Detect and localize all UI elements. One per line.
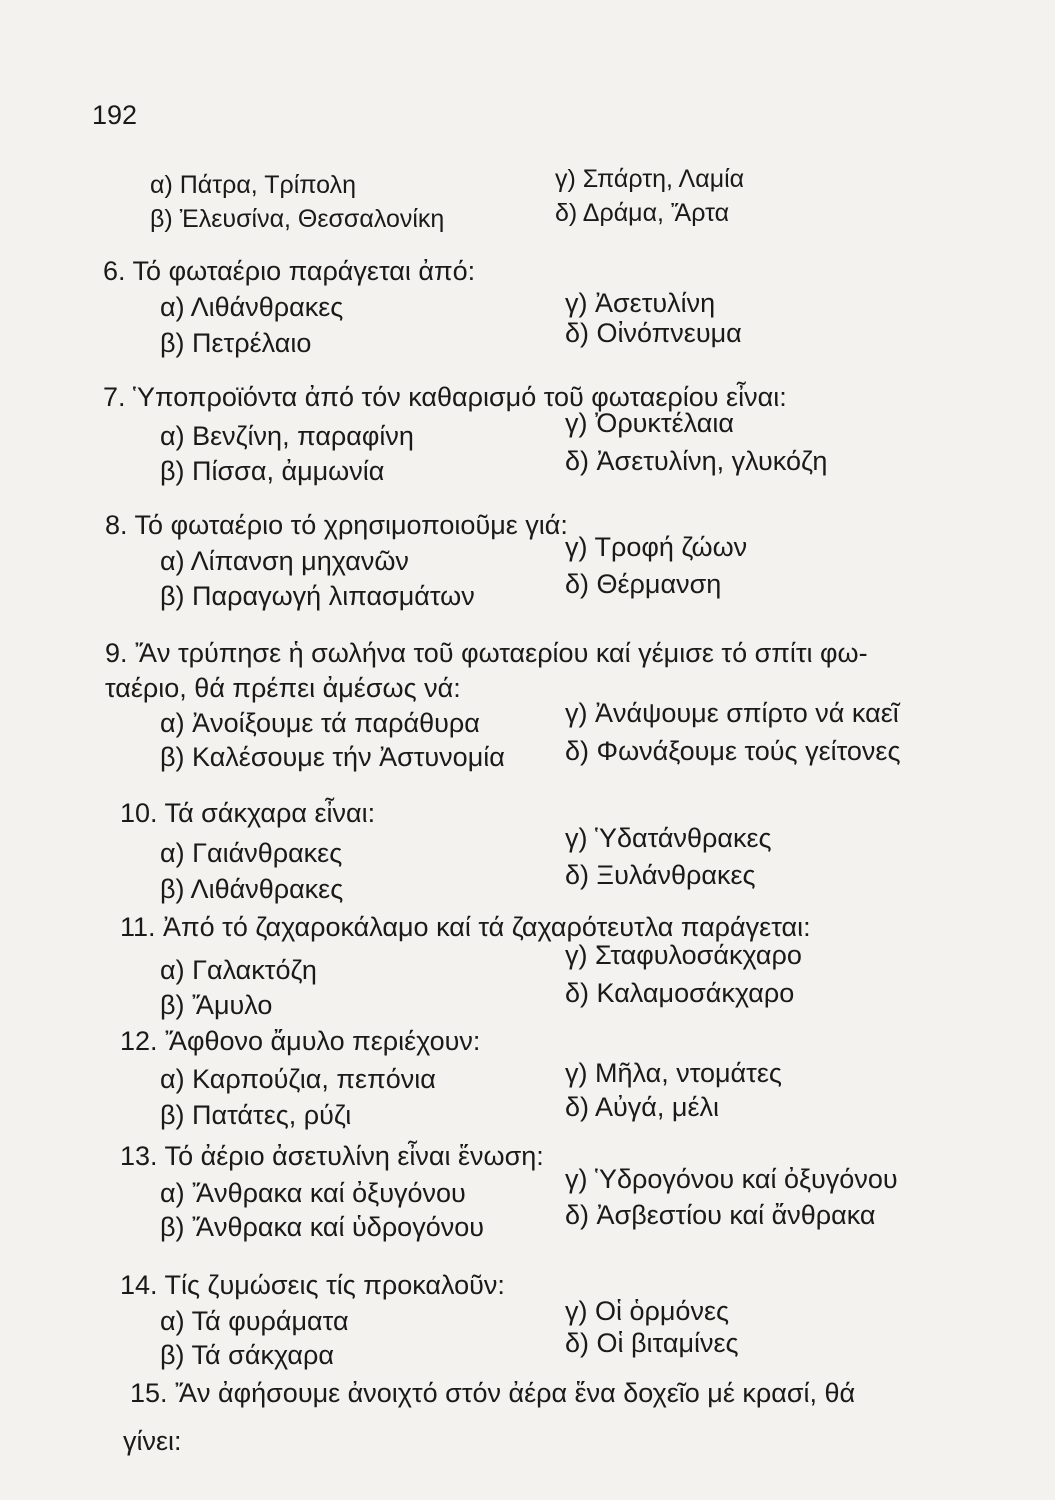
question-14-option-b: β) Τά σάκχαρα — [160, 1340, 334, 1370]
question-8-option-a: α) Λίπανση μηχανῶν — [160, 546, 409, 576]
question-13-option-a: α) Ἄνθρακα καί ὀξυγόνου — [160, 1178, 466, 1208]
question-13-option-b: β) Ἄνθρακα καί ὑδρογόνου — [160, 1212, 484, 1242]
question-6-text: 6. Τό φωταέριο παράγεται ἀπό: — [103, 256, 476, 286]
option-a: α) Πάτρα, Τρίπολη — [150, 171, 356, 199]
question-9-option-a: α) Ἀνοίξουμε τά παράθυρα — [160, 708, 480, 738]
question-9-text-continued: ταέριο, θά πρέπει ἀμέσως νά: — [105, 673, 461, 703]
question-12-option-d: δ) Αὐγά, μέλι — [565, 1092, 720, 1122]
question-7-option-b: β) Πίσσα, ἀμμωνία — [160, 456, 385, 486]
question-9-option-b: β) Καλέσουμε τήν Ἀστυνομία — [160, 742, 505, 772]
question-11-text: 11. Ἀπό τό ζαχαροκάλαμο καί τά ζαχαρότευτλα παράγεται: — [120, 912, 811, 942]
question-10-option-a: α) Γαιάνθρακες — [160, 838, 343, 868]
question-14-option-g: γ) Οἱ ὁρμόνες — [565, 1296, 729, 1326]
question-11-option-d: δ) Καλαμοσάκχαρο — [565, 978, 795, 1008]
question-12-option-g: γ) Μῆλα, ντομάτες — [565, 1058, 782, 1088]
question-9-text: 9. Ἄν τρύπησε ἡ σωλήνα τοῦ φωταερίου καί γέμισε τό σπίτι φω- — [105, 638, 868, 668]
option-g: γ) Σπάρτη, Λαμία — [555, 165, 745, 193]
question-10-option-b: β) Λιθάνθρακες — [160, 874, 344, 904]
question-6-option-g: γ) Ἀσετυλίνη — [565, 288, 716, 318]
question-8-option-b: β) Παραγωγή λιπασμάτων — [160, 581, 475, 611]
question-15-text: 15. Ἄν ἀφήσουμε ἀνοιχτό στόν ἀέρα ἕνα δοχεῖο μέ κρασί, θά — [130, 1378, 856, 1408]
question-12-option-a: α) Καρπούζια, πεπόνια — [160, 1064, 436, 1094]
question-10-option-g: γ) Ὑδατάνθρακες — [565, 823, 772, 853]
question-10-text: 10. Τά σάκχαρα εἶναι: — [120, 798, 376, 828]
question-9-option-d: δ) Φωνάξουμε τούς γείτονες — [565, 736, 901, 766]
option-b: β) Ἐλευσίνα, Θεσσαλονίκη — [150, 205, 445, 233]
question-6-option-a: α) Λιθάνθρακες — [160, 292, 344, 322]
question-8-option-d: δ) Θέρμανση — [565, 569, 722, 599]
question-6-option-b: β) Πετρέλαιο — [160, 328, 312, 358]
question-13-text: 13. Τό ἀέριο ἀσετυλίνη εἶναι ἕνωση: — [120, 1141, 544, 1171]
question-11-option-g: γ) Σταφυλοσάκχαρο — [565, 940, 802, 970]
page-number: 192 — [92, 100, 138, 130]
question-14-text: 14. Τίς ζυμώσεις τίς προκαλοῦν: — [120, 1270, 505, 1300]
question-12-option-b: β) Πατάτες, ρύζι — [160, 1100, 352, 1130]
question-14-option-a: α) Τά φυράματα — [160, 1306, 349, 1336]
question-10-option-d: δ) Ξυλάνθρακες — [565, 860, 756, 890]
question-7-text: 7. Ὑποπροϊόντα ἀπό τόν καθαρισμό τοῦ φωταερίου εἶναι: — [103, 382, 787, 412]
question-12-text: 12. Ἄφθονο ἄμυλο περιέχουν: — [120, 1026, 481, 1056]
question-11-option-b: β) Ἄμυλο — [160, 990, 273, 1020]
question-9-option-g: γ) Ἀνάψουμε σπίρτο νά καεῖ — [565, 698, 899, 728]
question-11-option-a: α) Γαλακτόζη — [160, 955, 317, 985]
question-13-option-g: γ) Ὑδρογόνου καί ὀξυγόνου — [565, 1164, 898, 1194]
question-6-option-d: δ) Οἰνόπνευμα — [565, 318, 742, 348]
question-13-option-d: δ) Ἀσβεστίου καί ἄνθρακα — [565, 1200, 876, 1230]
option-d: δ) Δράμα, Ἄρτα — [555, 199, 730, 227]
question-7-option-d: δ) Ἀσετυλίνη, γλυκόζη — [565, 446, 828, 476]
question-8-option-g: γ) Τροφή ζώων — [565, 532, 748, 562]
question-14-option-d: δ) Οἱ βιταμίνες — [565, 1328, 739, 1358]
question-15-text-continued: γίνει: — [123, 1426, 182, 1456]
question-7-option-g: γ) Ὀρυκτέλαια — [565, 408, 734, 438]
question-8-text: 8. Τό φωταέριο τό χρησιμοποιοῦμε γιά: — [105, 510, 568, 540]
question-7-option-a: α) Βενζίνη, παραφίνη — [160, 421, 414, 451]
